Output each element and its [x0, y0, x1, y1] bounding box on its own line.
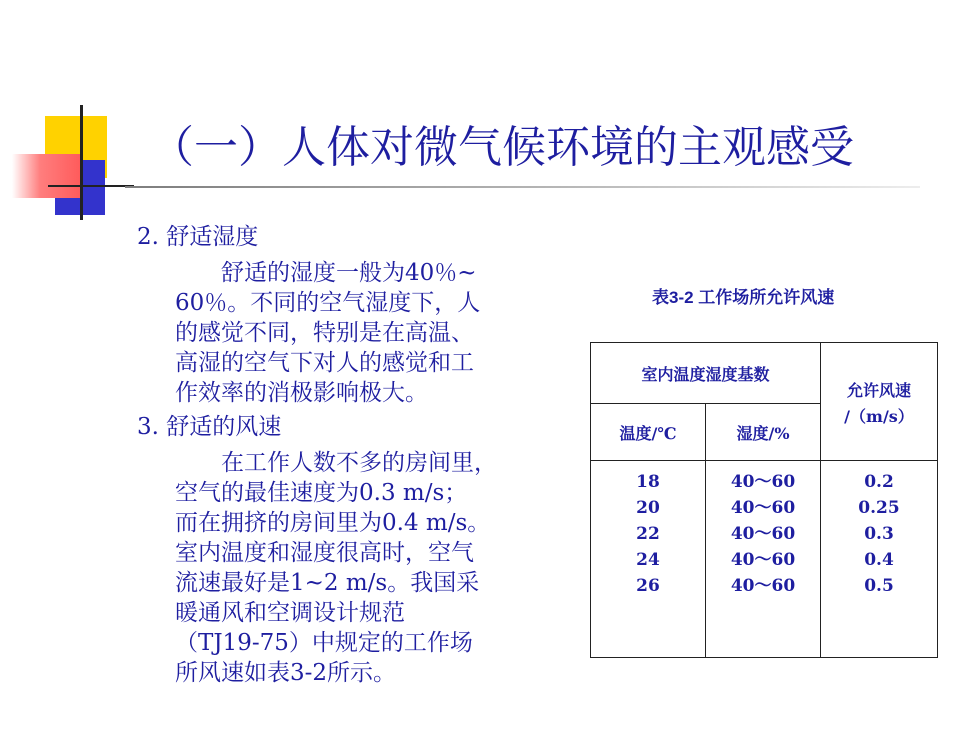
table-header-humidity: 湿度/%: [706, 404, 821, 461]
decor-red-gradient-bar: [12, 154, 82, 198]
paragraph-line: 舒适的湿度一般为40％~: [175, 260, 477, 286]
header-line: 允许风速: [846, 380, 911, 400]
paragraph-line: 而在拥挤的房间里为0.4 m/s。: [175, 510, 491, 536]
table-caption: 表3-2 工作场所允许风速: [652, 288, 835, 307]
table-cell-speeds: [821, 461, 938, 658]
temperature-value: 22: [636, 524, 660, 544]
temperature-value: 24: [636, 550, 660, 570]
speed-value: 0.5: [864, 576, 894, 596]
humidity-value: 40～60: [730, 472, 796, 492]
paragraph-line: 流速最好是1~2 m/s。我国采: [175, 570, 480, 596]
title-underline: [125, 186, 920, 188]
table-header-allowed-speed: [821, 343, 938, 461]
paragraph-line: 作效率的消极影响极大。: [175, 380, 428, 406]
speed-value: 0.4: [864, 550, 894, 570]
temperature-value: 26: [636, 576, 660, 596]
humidity-value: 40～60: [730, 524, 796, 544]
table-cell-temperatures: [591, 461, 706, 658]
speed-value: 0.2: [864, 472, 894, 492]
paragraph-line: 所风速如表3-2所示。: [175, 660, 397, 686]
paragraph-line: 高湿的空气下对人的感觉和工: [175, 350, 474, 376]
paragraph-line: 空气的最佳速度为0.3 m/s；: [175, 480, 468, 506]
paragraph-line: 室内温度和湿度很高时，空气: [175, 540, 474, 566]
decor-vertical-line: [80, 105, 83, 220]
section-heading-humidity: 2. 舒适湿度: [137, 224, 259, 250]
paragraph-line: 60％。不同的空气湿度下，人: [175, 290, 481, 316]
paragraph-humidity: [175, 258, 480, 408]
paragraph-line: （TJ19-75）中规定的工作场: [175, 630, 473, 656]
paragraph-line: 在工作人数不多的房间里，: [175, 450, 497, 476]
wind-speed-table: [590, 342, 938, 658]
humidity-value: 40～60: [730, 498, 796, 518]
paragraph-line: 的感觉不同，特别是在高温、: [175, 320, 474, 346]
speed-value: 0.25: [858, 498, 900, 518]
paragraph-line: 暖通风和空调设计规范: [175, 600, 405, 626]
humidity-value: 40～60: [730, 576, 796, 596]
section-heading-wind-speed: 3. 舒适的风速: [137, 414, 282, 440]
slide-title: （一）人体对微气候环境的主观感受: [150, 122, 854, 173]
humidity-value: 40～60: [730, 550, 796, 570]
paragraph-wind-speed: [175, 448, 497, 688]
decor-horizontal-line: [48, 185, 134, 187]
temperature-value: 18: [636, 472, 660, 492]
header-line: /（m/s）: [844, 406, 914, 426]
table-header-base-conditions: 室内温度湿度基数: [591, 343, 821, 404]
temperature-value: 20: [636, 498, 660, 518]
table-header-temperature: 温度/℃: [591, 404, 706, 461]
speed-value: 0.3: [864, 524, 894, 544]
table-cell-humidities: [706, 461, 821, 658]
